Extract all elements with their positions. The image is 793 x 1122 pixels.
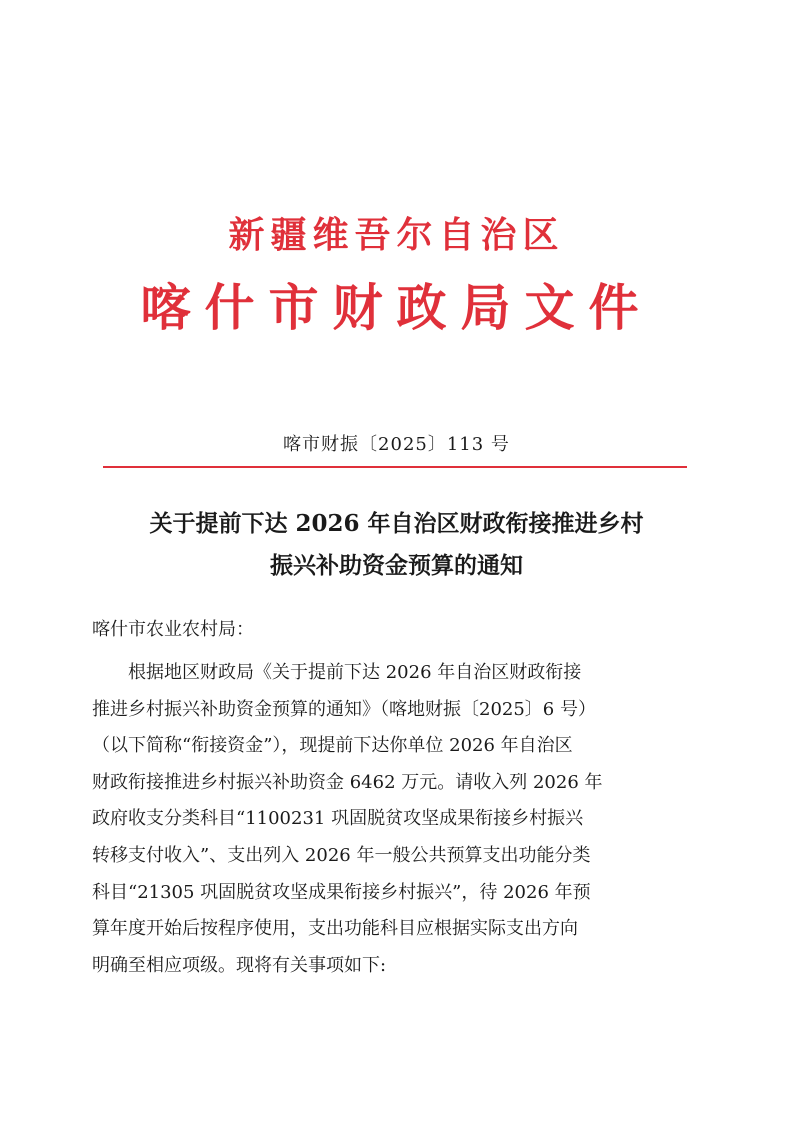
body-line: 转移支付收入”、支出列入 2026 年一般公共预算支出功能分类: [92, 844, 591, 866]
body-line: 推进乡村振兴补助资金预算的通知》（喀地财振〔2025〕6 号）: [92, 698, 596, 720]
body-line: 政府收支分类科目“1100231 巩固脱贫攻坚成果衔接乡村振兴: [92, 808, 584, 830]
issuer-title: 喀什市财政局文件: [140, 278, 653, 337]
issuer-region: 新疆维吾尔自治区: [228, 214, 565, 256]
body-line: 明确至相应项级。现将有关事项如下:: [92, 954, 387, 976]
body-line: （以下简称“衔接资金”），现提前下达你单位 2026 年自治区: [92, 735, 573, 757]
recipient: 喀什市农业农村局：: [92, 619, 254, 640]
body-line: 财政衔接推进乡村振兴补助资金 6462 万元。请收入列 2026 年: [92, 771, 603, 793]
document-title: [90, 503, 703, 587]
red-divider: [103, 466, 687, 468]
document-number: 喀市财振〔2025〕113 号: [283, 434, 510, 455]
body-paragraph: [92, 655, 692, 984]
title-line-1: 关于提前下达 2026 年自治区财政衔接推进乡村: [149, 510, 644, 537]
title-line-2: 振兴补助资金预算的通知: [270, 552, 523, 579]
body-line: 科目“21305 巩固脱贫攻坚成果衔接乡村振兴”，待 2026 年预: [92, 881, 591, 903]
body-line: 根据地区财政局《关于提前下达 2026 年自治区财政衔接: [92, 662, 582, 683]
body-line: 算年度开始后按程序使用，支出功能科目应根据实际支出方向: [92, 918, 578, 940]
